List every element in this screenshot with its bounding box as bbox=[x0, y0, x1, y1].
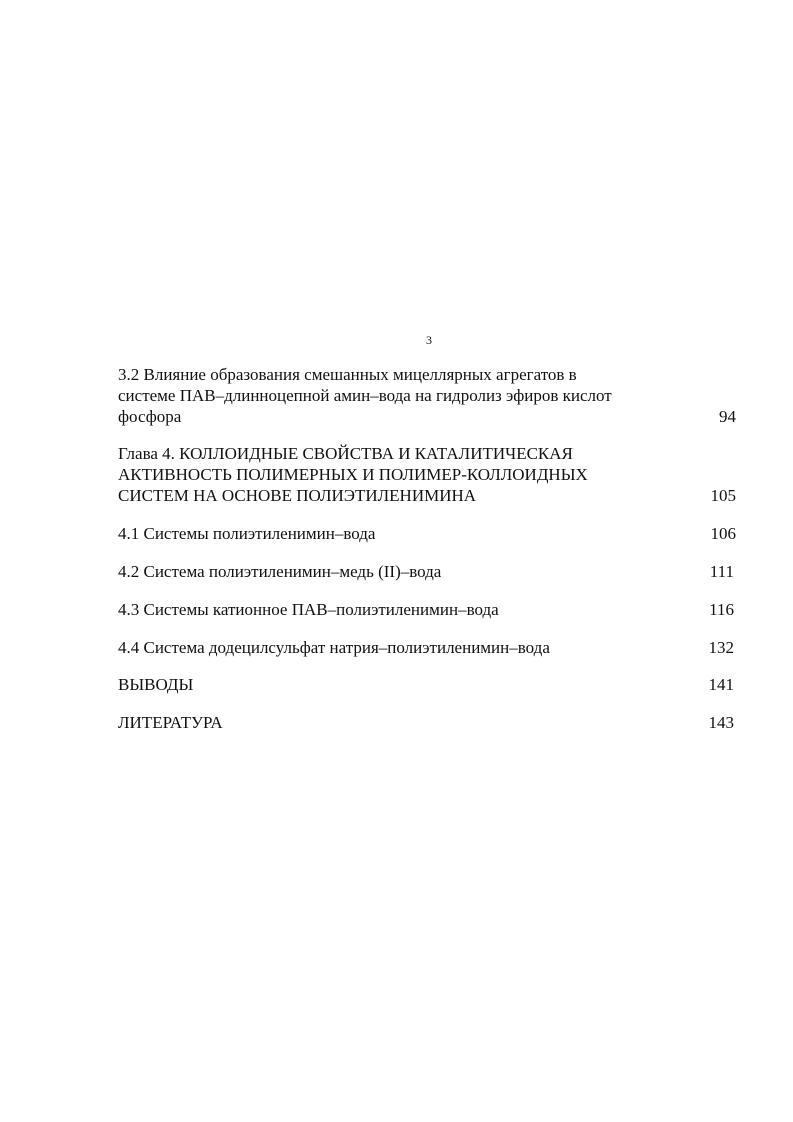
toc-entry-section-3-2 bbox=[118, 364, 736, 427]
toc-entry-page-number: 132 bbox=[708, 638, 734, 657]
toc-entry-page-number: 116 bbox=[709, 600, 734, 619]
toc-entry-title: Глава 4. КОЛЛОИДНЫЕ СВОЙСТВА И КАТАЛИТИЧЕСКАЯ АКТИВНОСТЬ ПОЛИМЕРНЫХ И ПОЛИМЕР-КОЛЛОИДНЫХ СИСТЕМ НА ОСНОВЕ ПОЛИЭТИЛЕНИМИНА bbox=[118, 444, 588, 505]
toc-entry-title: 4.1 Системы полиэтиленимин–вода bbox=[118, 524, 376, 543]
toc-entry-page-number: 94 bbox=[719, 407, 736, 426]
page-number: 3 bbox=[426, 333, 432, 347]
toc-entry-title: ВЫВОДЫ bbox=[118, 675, 194, 694]
toc-entry-section-4-2 bbox=[118, 561, 734, 582]
toc-entry-page-number: 105 bbox=[710, 486, 736, 505]
toc-entry-title: 4.4 Система додецилсульфат натрия–полиэтиленимин–вода bbox=[118, 638, 550, 657]
toc-entry-section-4-4 bbox=[118, 637, 734, 658]
toc-entry-title: 3.2 Влияние образования смешанных мицеллярных агрегатов в системе ПАВ–длинноцепной амин–вода на гидролиз эфиров кислот фосфора bbox=[118, 365, 612, 426]
toc-entry-chapter-4 bbox=[118, 443, 736, 506]
toc-entry-page-number: 143 bbox=[708, 713, 734, 732]
toc-entry-page-number: 111 bbox=[709, 562, 734, 581]
toc-entry-section-4-3 bbox=[118, 599, 734, 620]
toc-entry-page-number: 141 bbox=[708, 675, 734, 694]
toc-entry-conclusions bbox=[118, 674, 734, 695]
toc-entry-title: 4.2 Система полиэтиленимин–медь (II)–вода bbox=[118, 562, 442, 581]
toc-entry-literature bbox=[118, 712, 734, 733]
toc-entry-title: 4.3 Системы катионное ПАВ–полиэтиленимин–вода bbox=[118, 600, 499, 619]
toc-entry-title: ЛИТЕРАТУРА bbox=[118, 713, 223, 732]
toc-entry-section-4-1 bbox=[118, 523, 736, 544]
toc-entry-page-number: 106 bbox=[710, 524, 736, 543]
